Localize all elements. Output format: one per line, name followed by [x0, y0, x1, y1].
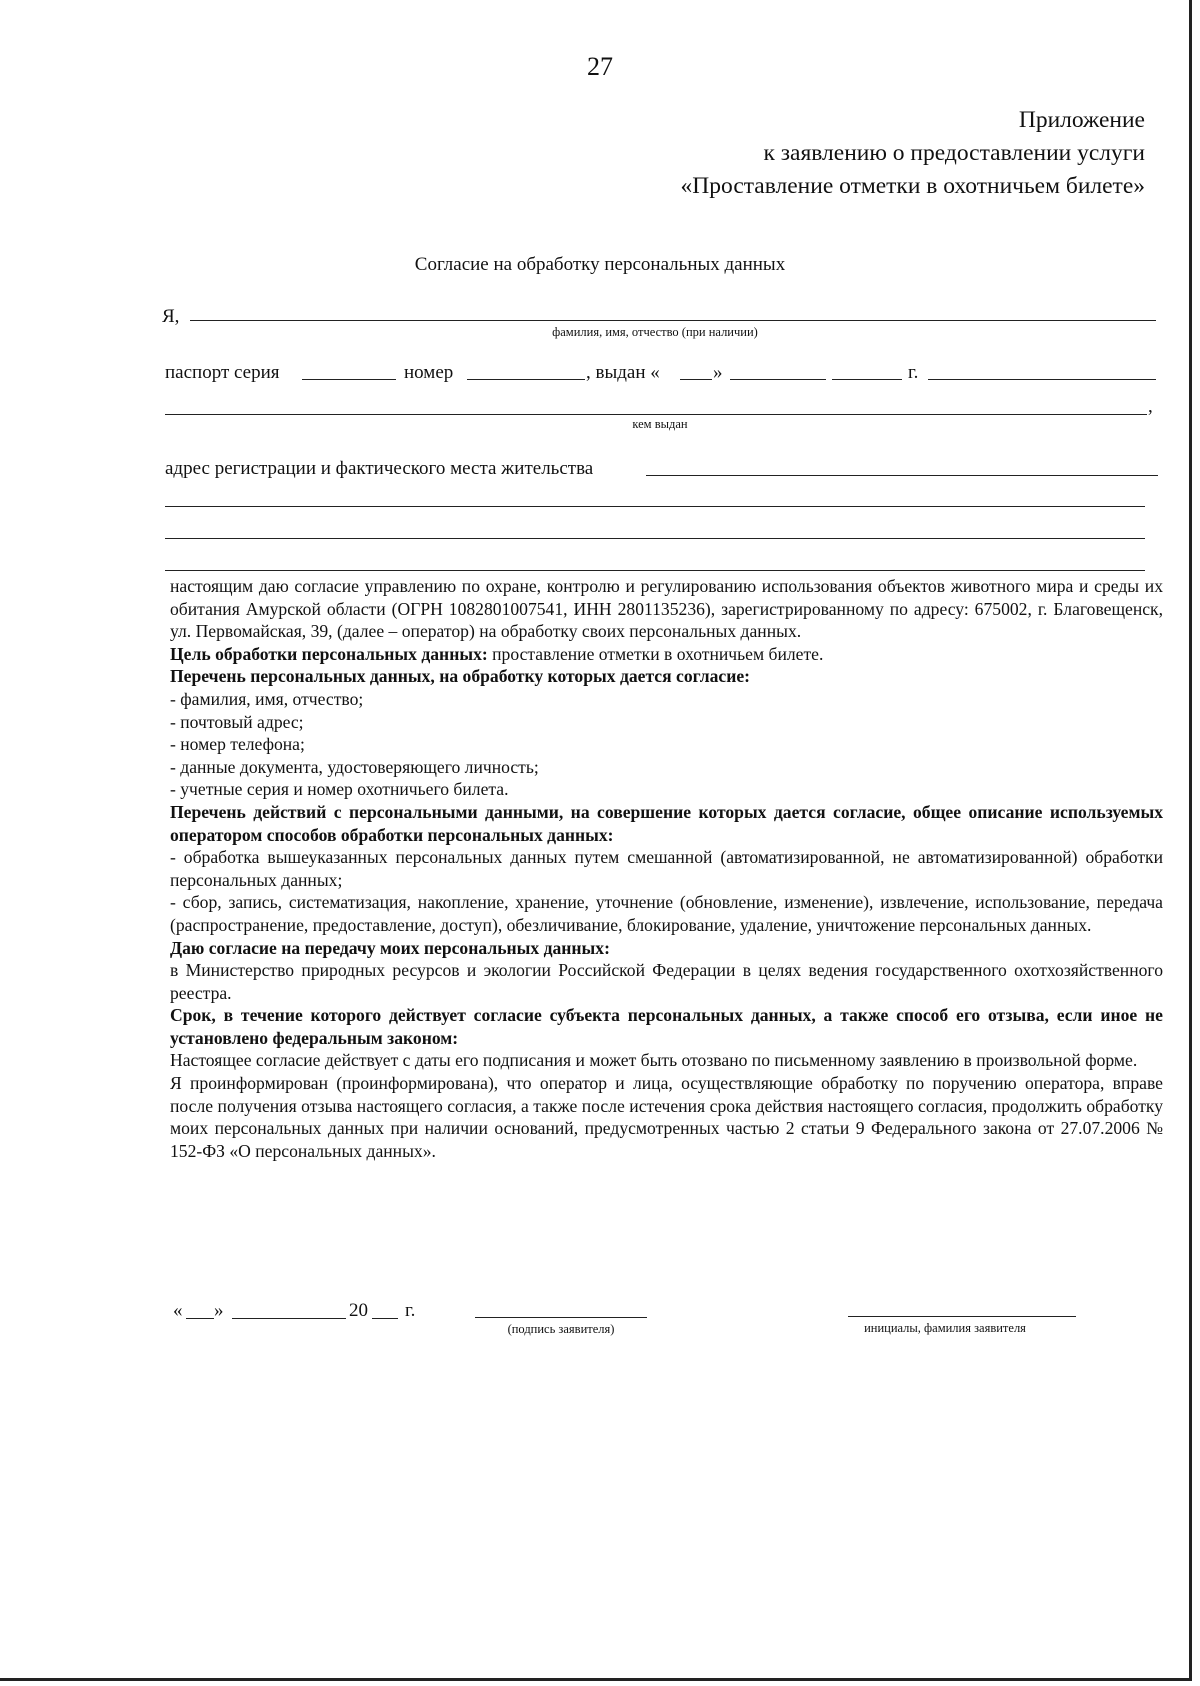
data-list-heading: Перечень персональных данных, на обработку которых дается согласие:	[170, 666, 751, 687]
date-close-quote: »	[214, 1300, 224, 1321]
transfer-heading: Даю согласие на передачу моих персональных данных:	[170, 937, 610, 958]
date-open-quote: «	[173, 1300, 183, 1321]
transfer-text: в Министерство природных ресурсов и экологии Российской Федерации в целях ведения государственного охотхозяйственного реестра.	[170, 960, 1163, 1003]
date-year-prefix: 20	[349, 1300, 368, 1321]
page-number: 27	[587, 52, 613, 81]
date-month-field[interactable]	[232, 1318, 346, 1319]
appendix-line-2: к заявлению о предоставлении услуги	[763, 140, 1145, 166]
actions-item-1: - обработка вышеуказанных персональных данных путем смешанной (автоматизированной, не автоматизированной) обработки персональных данных;	[170, 847, 1163, 890]
data-list-item: - данные документа, удостоверяющего личность;	[170, 756, 539, 777]
date-year-suffix: г.	[405, 1300, 416, 1321]
purpose-heading: Цель обработки персональных данных:	[170, 643, 488, 664]
intro-paragraph: настоящим даю согласие управлению по охране, контролю и регулированию использования объектов животного мира и среды их обитания Амурской области (ОГРН 1082801007541, ИНН 2801135236), зарегистрированному по адресу: 675002, г. Благовещенск, ул. Первомайская, 39, (далее – оператор) на обработку своих персональных данных.	[170, 576, 1163, 642]
purpose-text: проставление отметки в охотничьем билете.	[487, 643, 824, 664]
date-day-field[interactable]	[186, 1318, 214, 1319]
address-field-2[interactable]	[165, 506, 1145, 507]
data-list-item: - почтовый адрес;	[170, 711, 304, 732]
passport-series-label: паспорт серия	[165, 362, 280, 383]
data-list-item: - номер телефона;	[170, 734, 305, 755]
term-heading: Срок, в течение которого действует согласие субъекта персональных данных, а также способ его отзыва, если иное не установлено федеральным законом:	[170, 1005, 1163, 1048]
issued-by-comma: ,	[1148, 396, 1153, 417]
address-field-3[interactable]	[165, 538, 1145, 539]
actions-heading: Перечень действий с персональными данными, на совершение которых дается согласие, общее описание используемых оператором способов обработки персональных данных:	[170, 801, 1163, 845]
appendix-header	[681, 104, 1145, 203]
issued-day-field[interactable]	[680, 379, 712, 380]
issued-by-caption: кем выдан	[632, 417, 688, 431]
issued-label: , выдан «	[586, 362, 660, 383]
applicant-name-field[interactable]	[848, 1316, 1076, 1317]
actions-item-2: - сбор, запись, систематизация, накопление, хранение, уточнение (обновление, изменение), извлечение, использование, передача (распространение, предоставление, доступ), обезличивание, блокирование, удаление, уничтожение персональных данных.	[170, 892, 1163, 935]
informed-paragraph: Я проинформирован (проинформирована), что оператор и лица, осуществляющие обработку по поручению оператора, вправе после получения отзыва настоящего согласия, а также после истечения срока действия настоящего согласия, продолжить обработку моих персональных данных при наличии оснований, предусмотренных частью 2 статьи 9 Федерального закона от 27.07.2006 № 152-ФЗ «О персональных данных».	[170, 1073, 1163, 1161]
issued-year-label: г.	[908, 362, 919, 383]
address-label: адрес регистрации и фактического места жительства	[165, 458, 594, 479]
consent-body	[170, 575, 1163, 1162]
signature-caption: (подпись заявителя)	[507, 1322, 615, 1336]
fio-caption: фамилия, имя, отчество (при наличии)	[552, 325, 758, 339]
term-text: Настоящее согласие действует с даты его подписания и может быть отозвано по письменному заявлению в произвольной форме.	[170, 1050, 1138, 1071]
issued-quote-close: »	[713, 362, 723, 383]
appendix-line-1: Приложение	[1018, 107, 1145, 133]
applicant-name-caption: инициалы, фамилия заявителя	[864, 1321, 1026, 1335]
passport-number-field[interactable]	[467, 379, 585, 380]
passport-number-label: номер	[404, 362, 454, 383]
i-label: Я,	[162, 306, 180, 327]
passport-series-field[interactable]	[302, 379, 396, 380]
date-year-field[interactable]	[372, 1318, 398, 1319]
address-field-4[interactable]	[165, 570, 1145, 571]
issued-year-field[interactable]	[928, 379, 1156, 380]
issued-month-field-2[interactable]	[832, 379, 902, 380]
fio-field[interactable]	[190, 320, 1156, 321]
data-list-item: - фамилия, имя, отчество;	[170, 688, 364, 709]
document-title: Согласие на обработку персональных данных	[414, 254, 786, 275]
data-list-item: - учетные серия и номер охотничьего билета.	[170, 779, 509, 800]
signature-field[interactable]	[475, 1317, 647, 1318]
issued-by-field[interactable]	[165, 414, 1147, 415]
appendix-line-3: «Проставление отметки в охотничьем билете»	[680, 173, 1145, 199]
address-field-1[interactable]	[646, 475, 1158, 476]
issued-month-field[interactable]	[730, 379, 826, 380]
purpose-paragraph	[170, 643, 1163, 666]
